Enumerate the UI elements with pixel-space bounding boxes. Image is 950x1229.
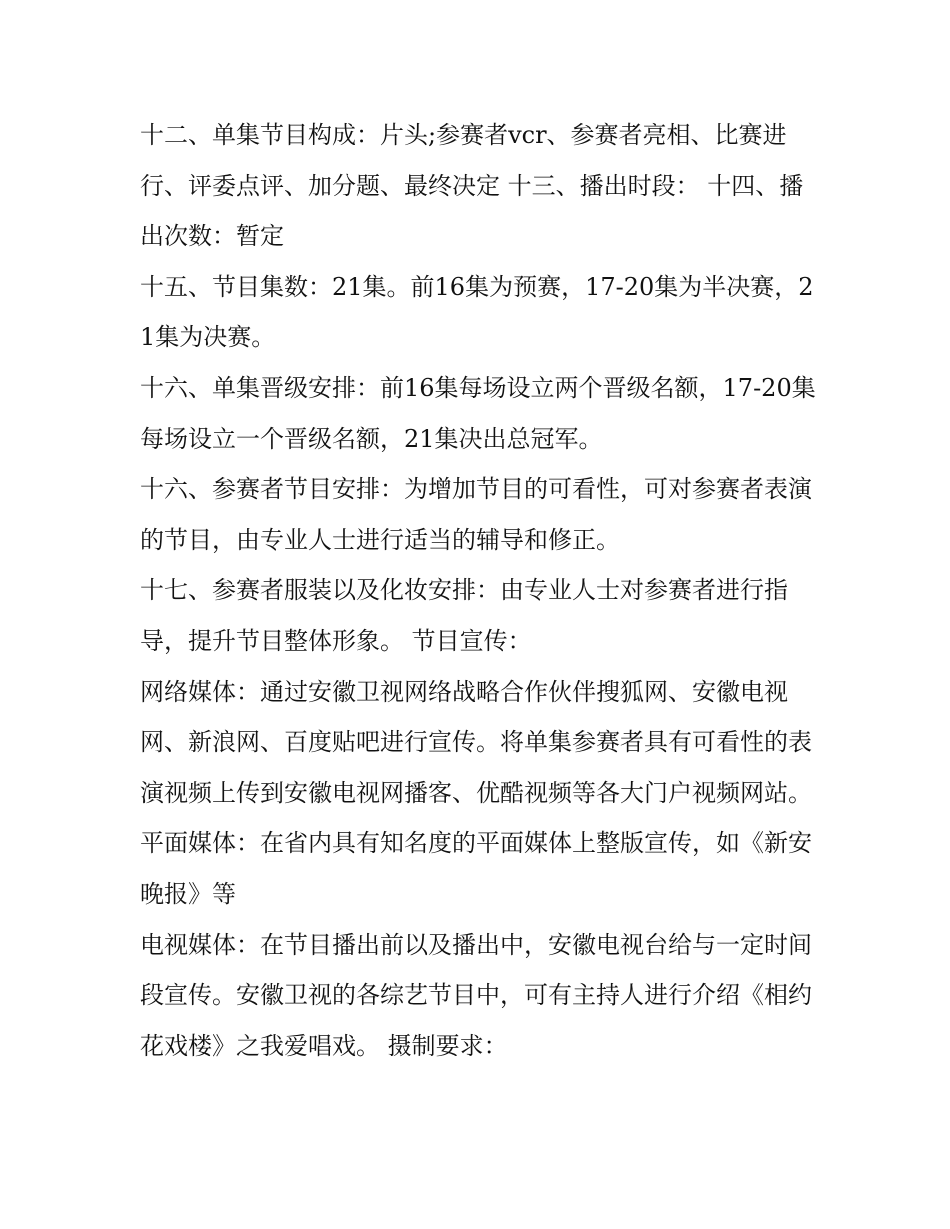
paragraph-online-media: 网络媒体：通过安徽卫视网络战略合作伙伴搜狐网、安徽电视网、新浪网、百度贴吧进行宣传。将单集参赛者具有可看性的表演视频上传到安徽电视网播客、优酷视频等各大门户视频网站。 [140,677,812,807]
paragraph-tv-media: 电视媒体：在节目播出前以及播出中，安徽电视台给与一定时间段宣传。安徽卫视的各综艺节目中，可有主持人进行介绍《相约花戏楼》之我爱唱戏。 摄制要求： [140,930,812,1060]
paragraph-print-media: 平面媒体：在省内具有知名度的平面媒体上整版宣传，如《新安晚报》等 [140,829,812,908]
paragraph-contestant-program: 十六、参赛者节目安排：为增加节目的可看性，可对参赛者表演的节目，由专业人士进行适当的辅导和修正。 [140,475,812,554]
document-body [140,110,820,1071]
paragraph-episode-count: 十五、节目集数：21集。前16集为预赛，17-20集为半决赛，21集为决赛。 [140,272,814,352]
paragraph-costume-makeup: 十七、参赛者服装以及化妆安排：由专业人士对参赛者进行指导，提升节目整体形象。 节目宣传： [140,576,788,655]
paragraph-advancement: 十六、单集晋级安排：前16集每场设立两个晋级名额，17-20集每场设立一个晋级名额，21集决出总冠军。 [140,373,816,453]
paragraph-episode-structure: 十二、单集节目构成：片头;参赛者vcr、参赛者亮相、比赛进行、评委点评、加分题、最终决定 十三、播出时段： 十四、播出次数：暂定 [140,121,804,251]
